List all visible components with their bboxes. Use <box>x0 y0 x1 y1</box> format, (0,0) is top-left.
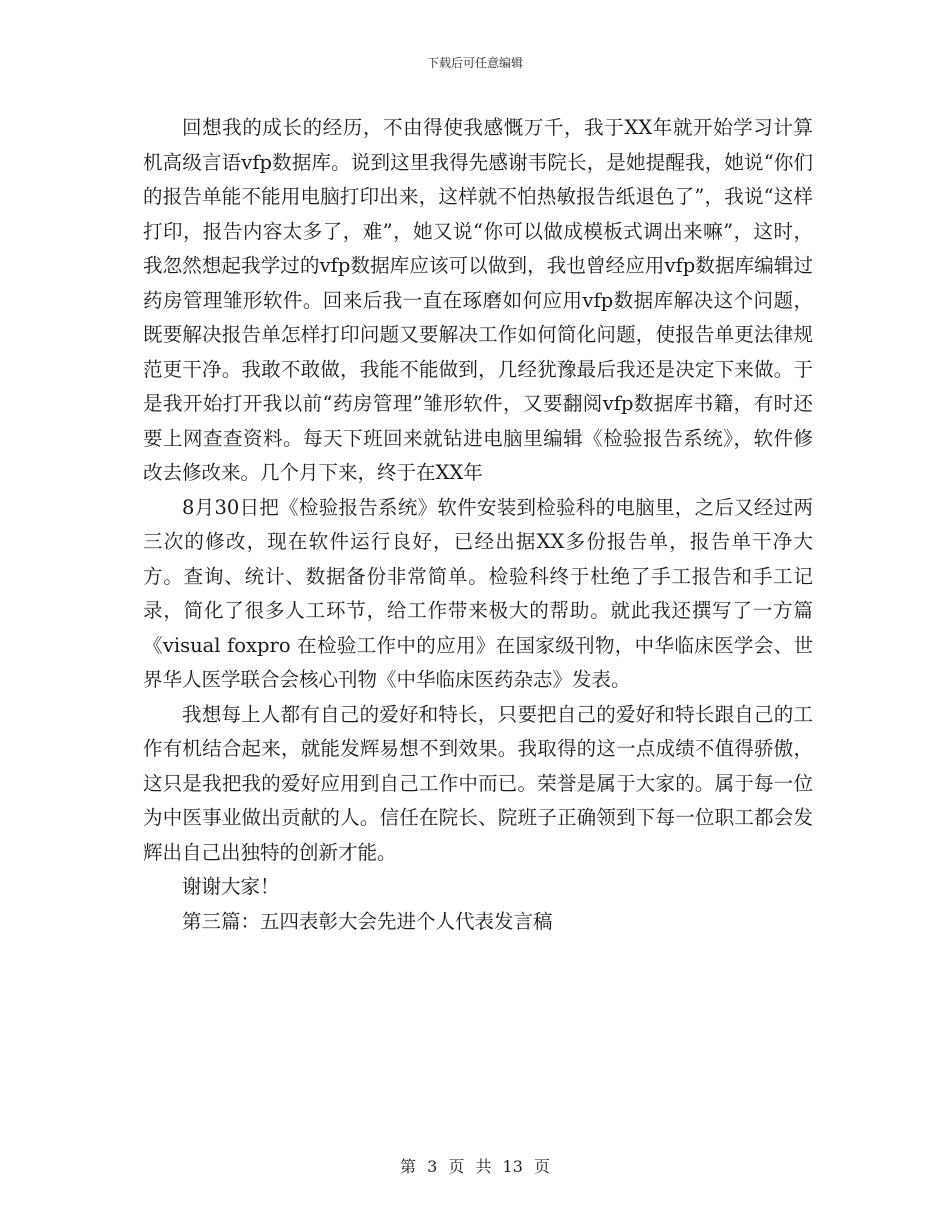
page-footer: 第 3 页 共 13 页 <box>400 1157 550 1176</box>
section-heading: 第三篇：五四表彰大会先进个人代表发言稿 <box>182 909 553 933</box>
document-body <box>143 111 813 939</box>
page-header: 下载后可任意编辑 <box>426 56 523 70</box>
paragraph-1: 回想我的成长的经历，不由得使我感慨万千，我于XX年就开始学习计算机高级言语vfp数据库。说到这里我得先感谢韦院长，是她提醒我，她说“你们的报告单能不能用电脑打印出来，这样就不怕热敏报告纸退色了”，我说“这样打印，报告内容太多了，难”，她又说“你可以做成模板式调出来嘛”，这时，我忽然想起我学过的vfp数据库应该可以做到，我也曾经应用vfp数据库编辑过药房管理雏形软件。回来后我一直在琢磨如何应用vfp数据库解决这个问题，既要解决报告单怎样打印问题又要解决工作如何简化问题，使报告单更法律规范更干净。我敢不敢做，我能不能做到，几经犹豫最后我还是决定下来做。于是我开始打开我以前“药房管理”雏形软件，又要翻阅vfp数据库书籍，有时还要上网查查资料。每天下班回来就钻进电脑里编辑《检验报告系统》，软件修改去修改来。几个月下来，终于在XX年 <box>143 116 813 484</box>
paragraph-3: 我想每上人都有自己的爱好和特长，只要把自己的爱好和特长跟自己的工作有机结合起来，就能发辉易想不到效果。我取得的这一点成绩不值得骄傲，这只是我把我的爱好应用到自己工作中而已。荣誉是属于大家的。属于每一位为中医事业做出贡献的人。信任在院长、院班子正确领到下每一位职工都会发辉出自己出独特的创新才能。 <box>143 702 813 864</box>
closing-thanks: 谢谢大家！ <box>182 875 280 898</box>
paragraph-2: 8月30日把《检验报告系统》软件安装到检验科的电脑里，之后又经过两三次的修改，现在软件运行良好，已经出据XX多份报告单，报告单干净大方。查询、统计、数据备份非常简单。检验科终于杜绝了手工报告和手工记录，简化了很多人工环节，给工作带来极大的帮助。就此我还撰写了一方篇《visual foxpro 在检验工作中的应用》在国家级刊物，中华临床医学会、世界华人医学联合会核心刊物《中华临床医药杂志》发表。 <box>143 495 813 691</box>
